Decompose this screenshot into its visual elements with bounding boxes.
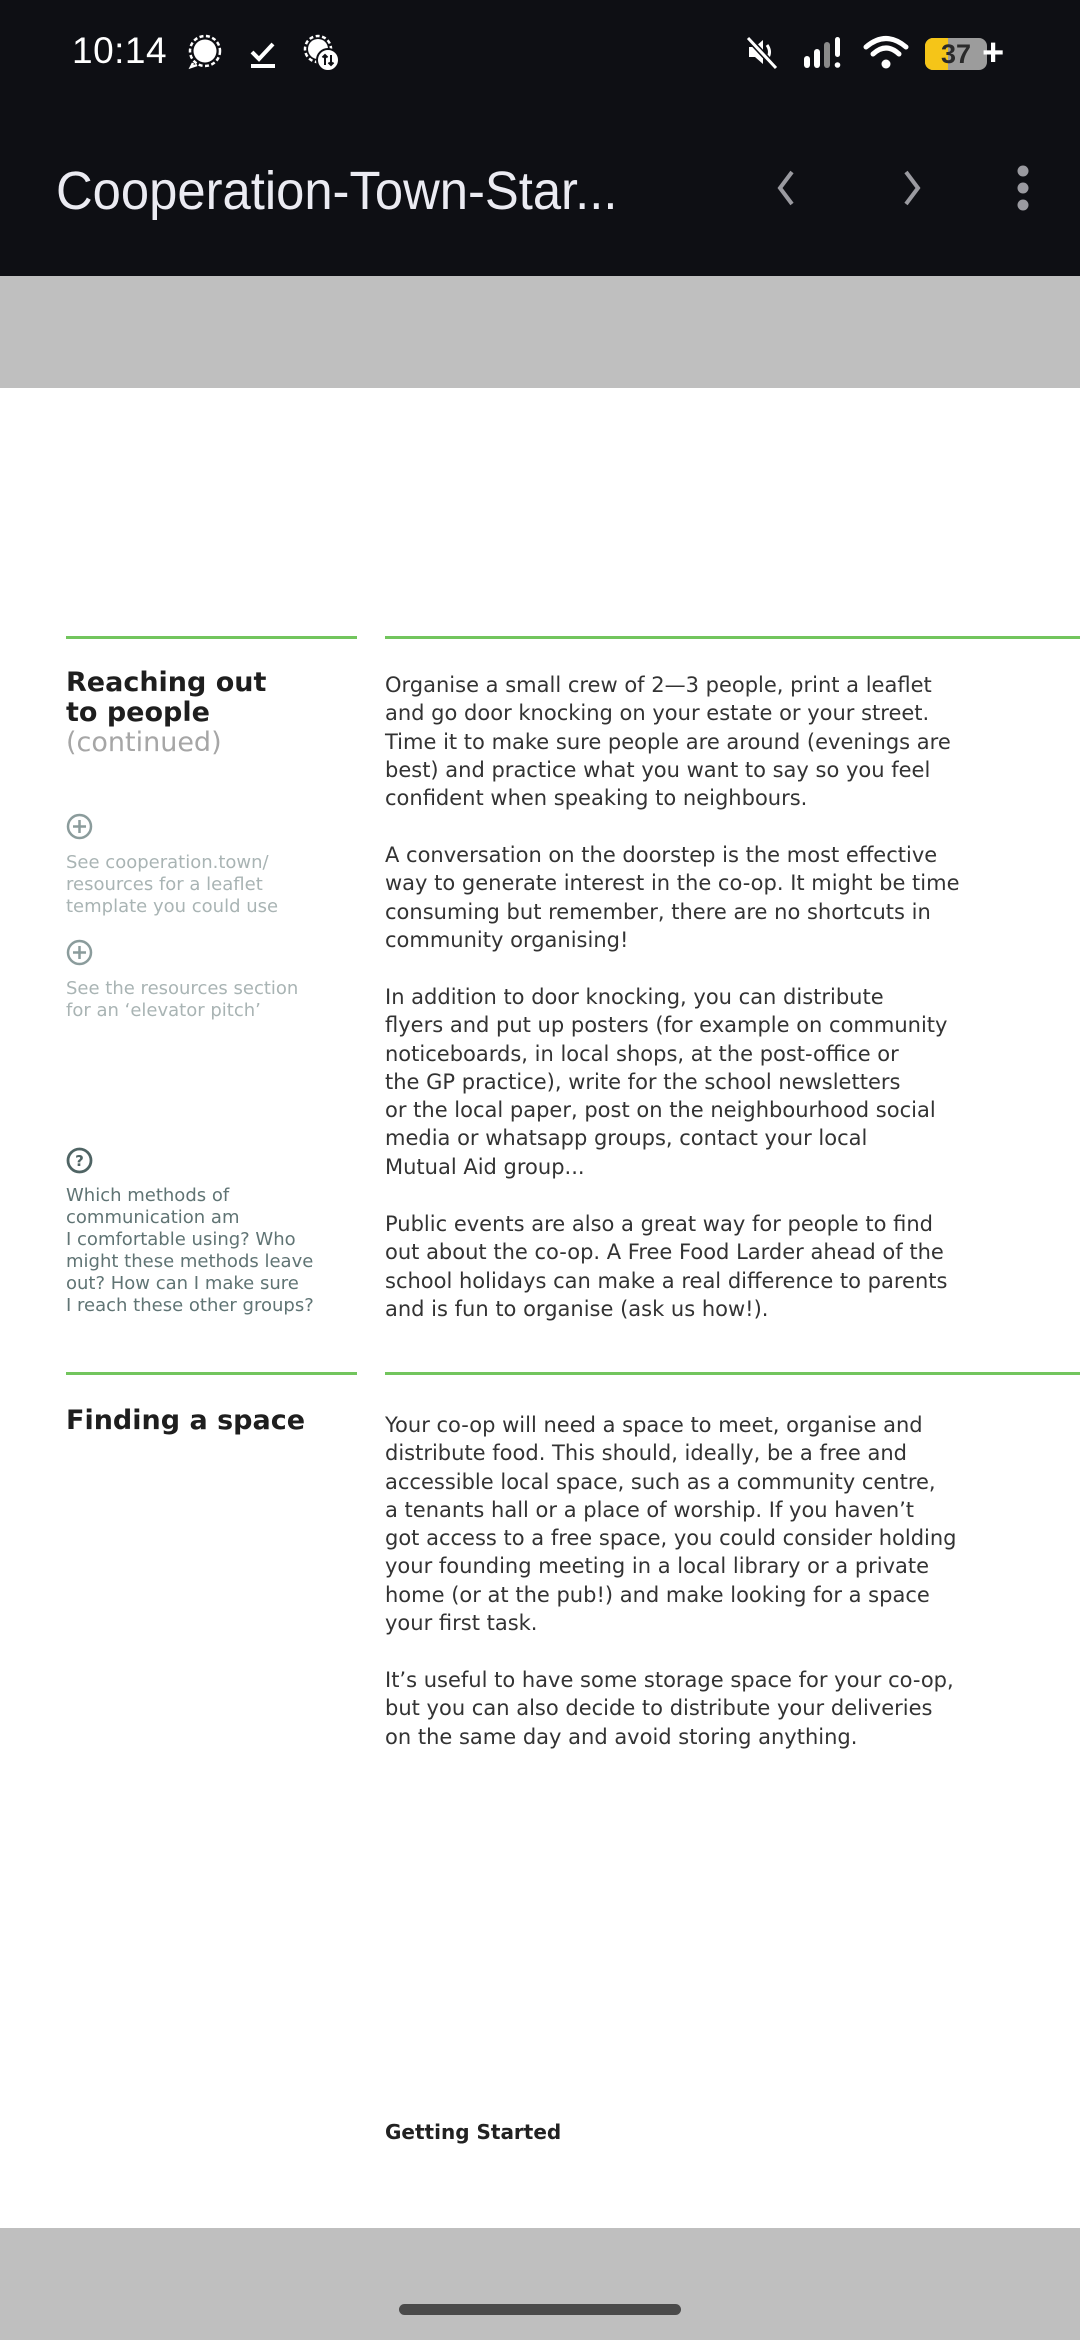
side-note-leaflet: See cooperation.town/ resources for a leaflet template you could use	[66, 852, 279, 917]
signal-messenger-icon	[185, 32, 225, 72]
plus-circle-icon	[66, 813, 93, 840]
section-divider-left	[66, 636, 357, 639]
app-bar	[0, 100, 1080, 276]
paragraph: Public events are also a great way for people to find out about the co-op. A Free Food Larder ahead of the school holidays can make a real difference to parents and is fun to organise (ask us how!).	[385, 1212, 948, 1321]
heading-line: Reaching out	[66, 667, 267, 698]
wifi-icon	[862, 32, 910, 72]
charging-icon: +	[982, 32, 1005, 74]
svg-text:?: ?	[75, 1152, 84, 1170]
page-gap-top	[0, 276, 1080, 388]
section-divider-right	[385, 636, 1080, 639]
battery-indicator	[925, 38, 987, 70]
question-circle-icon	[66, 1147, 93, 1174]
page-gap-bottom	[0, 2228, 1080, 2340]
paragraph: A conversation on the doorstep is the most effective way to generate interest in the co-op. It might be time consuming but remember, there are no shortcuts in community organising!	[385, 843, 960, 952]
paragraph: In addition to door knocking, you can distribute flyers and put up posters (for example on community noticeboards, in local shops, at the post-office or the GP practice), write for the school newsletters or the local paper, post on the neighbourhood social media or whatsapp groups, contact your local Mutual Aid group...	[385, 985, 948, 1179]
section-divider-right	[385, 1372, 1080, 1375]
paragraph: It’s useful to have some storage space for your co-op, but you can also decide to distribute your deliveries on the same day and avoid storing anything.	[385, 1668, 954, 1749]
mute-icon	[742, 32, 782, 72]
plus-circle-icon	[66, 939, 93, 966]
section-heading-finding-space: Finding a space	[66, 1405, 306, 1436]
status-bar	[0, 0, 1080, 100]
side-note-question: Which methods of communication am I comfortable using? Who might these methods leave out? How can I make sure I reach these other groups?	[66, 1185, 314, 1316]
paragraph: Organise a small crew of 2—3 people, print a leaflet and go door knocking on your estate or your street. Time it to make sure people are around (evenings are best) and practice what you want to say so you feel confident when speaking to neighbours.	[385, 673, 951, 811]
download-done-icon	[244, 32, 284, 72]
section-subheading: (continued)	[66, 727, 222, 758]
paragraph: Your co-op will need a space to meet, organise and distribute food. This should, ideally, be a free and accessible local space, such as a community centre, a tenants hall or a place of worship. If you haven’t got access to a free space, you could consider holding your founding meeting in a local library or a private home (or at the pub!) and make looking for a space your first task.	[385, 1413, 957, 1636]
more-vert-icon	[1015, 164, 1031, 216]
home-indicator[interactable]	[399, 2304, 681, 2315]
previous-button[interactable]	[751, 150, 821, 230]
section-divider-left	[66, 1372, 357, 1375]
page-footer-label: Getting Started	[385, 2120, 562, 2144]
more-options-button[interactable]	[988, 150, 1058, 230]
cellular-signal-icon	[800, 32, 840, 72]
heading-line: to people	[66, 697, 210, 728]
section-heading-reaching-out	[66, 668, 266, 728]
battery-level: 37	[940, 39, 972, 69]
document-title: Cooperation-Town-Star...	[56, 161, 618, 221]
clock: 10:14	[72, 30, 168, 71]
chevron-right-icon	[900, 168, 924, 212]
signal-sync-icon	[300, 32, 340, 72]
chevron-left-icon	[774, 168, 798, 212]
next-button[interactable]	[877, 150, 947, 230]
side-note-elevator-pitch: See the resources section for an ‘elevator pitch’	[66, 978, 299, 1021]
